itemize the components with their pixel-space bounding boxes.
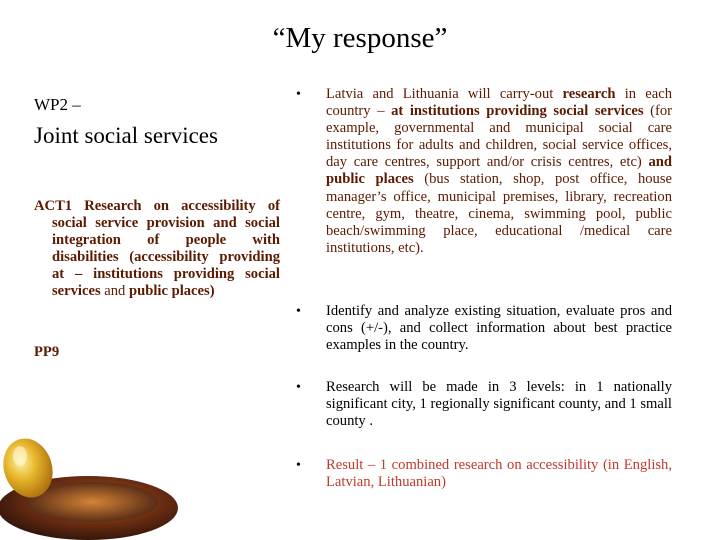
bullet-text: Identify and analyze existing situation, evaluate pros and cons (+/-), and collect information about best practice examples in the country. [326, 303, 672, 354]
bullet-1-text-c: (for example, governmental and municipal social care institutions for adults and children, social service offices, day care centres, support and/or crisis centres, etc) [326, 103, 672, 171]
slide-title: “My response” [272, 22, 448, 54]
bullet-1-bold-a: research [562, 86, 616, 102]
work-package-name: Joint social services [34, 123, 218, 148]
amber-highlight [13, 446, 27, 466]
bullet-1-text-a: Latvia and Lithuania will carry-out [326, 86, 563, 102]
activity-description [34, 198, 280, 300]
bullet-1-bold-b: at institutions providing social services [391, 103, 644, 120]
bullet-1-text-d: (bus station, shop, post office, house manager’s office, municipal premises, library, recreation centre, gym, theatre, cinema, swimming pool, public beach/swimming place, educational /medical care institutions, etc). [326, 171, 673, 256]
bullet-text: Result – 1 combined research on accessibility (in English, Latvian, Lithuanian) [326, 457, 672, 491]
bullet-dot: • [296, 380, 301, 395]
activity-title: ACT1 Research on accessibility of social service provision and social integration of people with disabilities (accessibility providing at – [34, 198, 280, 282]
activity-bold-institutions: institutions providing social services [52, 266, 280, 299]
bullet-1-bold-c: and public places [326, 154, 672, 188]
activity-and: and [100, 283, 129, 299]
bullet-dot: • [296, 87, 301, 102]
activity-text-block [34, 198, 280, 300]
bullet-text [326, 86, 672, 257]
bullet-text: Research will be made in 3 levels: in 1 nationally significant city, 1 regionally significant county, and 1 small county . [326, 379, 672, 430]
activity-bold-places: public places [129, 283, 210, 299]
work-package-label: WP2 – [34, 95, 81, 114]
amber-bowl-decoration [0, 420, 220, 540]
partner-label: PP9 [34, 344, 60, 360]
bullet-dot: • [296, 458, 301, 473]
activity-close: ) [209, 283, 215, 299]
bullet-1-text-b: in each country – [326, 86, 672, 120]
bullet-dot: • [296, 304, 301, 319]
